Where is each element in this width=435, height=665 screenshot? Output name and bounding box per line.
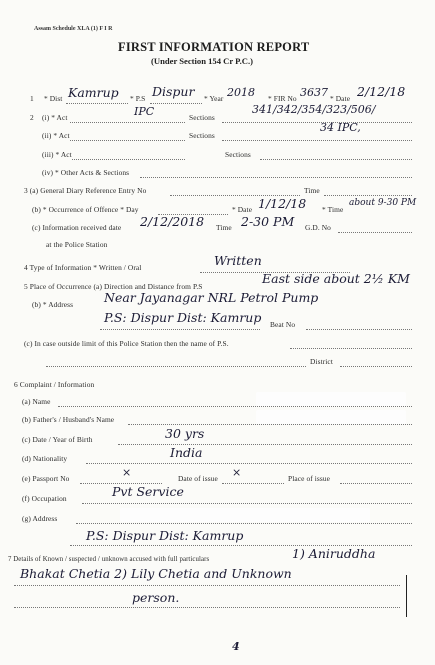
- info-received-label: (c) Information received date: [32, 223, 122, 232]
- other-acts-label: (iv) * Other Acts & Sections: [42, 168, 130, 177]
- gd-reference-label: 3 (a) General Diary Reference Entry No: [24, 186, 147, 195]
- place-of-occurrence-label: 5 Place of Occurrence (a) Direction and Distance from P.S: [24, 282, 203, 291]
- act-iii-label: (iii) * Act: [42, 150, 72, 159]
- act-i-label: (i) * Act: [42, 113, 68, 122]
- act-i-value: IPC: [134, 105, 155, 118]
- fir-no-value: 3637: [300, 86, 328, 99]
- item-1-label: 1: [30, 94, 34, 103]
- accused-line-3: person.: [132, 590, 180, 605]
- info-time-label: Time: [216, 223, 232, 232]
- occupation-label: (f) Occupation: [22, 494, 67, 503]
- year-label: * Year: [204, 94, 224, 103]
- sections-2-label: Sections: [189, 131, 215, 140]
- complaint-info-label: 6 Complaint / Information: [14, 380, 95, 389]
- dist-value: Kamrup: [68, 85, 119, 100]
- accused-line-2: Bhakat Chetia 2) Lily Chetia and Unknown: [20, 566, 292, 581]
- beat-no-label: Beat No: [270, 320, 296, 329]
- address-line-2: P.S: Dispur Dist: Kamrup: [104, 310, 262, 325]
- type-of-info-value: Written: [214, 253, 262, 268]
- type-of-info-label: 4 Type of Information * Written / Oral: [24, 263, 142, 272]
- direction-distance-value: East side about 2½ KM: [262, 271, 410, 286]
- sections-1-value: 341/342/354/323/506/: [252, 103, 376, 116]
- occurrence-date-value: 1/12/18: [258, 196, 307, 211]
- date-of-issue-label: Date of issue: [178, 474, 218, 483]
- year-value: 2018: [227, 86, 255, 99]
- item-2-label: 2: [30, 113, 34, 122]
- nationality-value: India: [170, 445, 203, 460]
- gd-time-label: Time: [304, 186, 320, 195]
- occupation-value: Pvt Service: [112, 484, 184, 499]
- accused-details-label: 7 Details of Known / suspected / unknown accused with full particulars: [8, 556, 210, 563]
- occurrence-time-value: about 9-30 PM: [349, 198, 417, 208]
- accused-line-1: 1) Aniruddha: [292, 546, 376, 561]
- dob-label: (c) Date / Year of Birth: [22, 435, 93, 444]
- place-of-issue-label: Place of issue: [288, 474, 331, 483]
- date-value: 2/12/18: [357, 84, 406, 99]
- passport-label: (e) Passport No: [22, 474, 70, 483]
- gd-no-label: G.D. No: [305, 223, 331, 232]
- outside-limit-label: (c) In case outside limit of this Police Station then the name of P.S.: [24, 339, 229, 348]
- ps-value: Dispur: [152, 84, 195, 99]
- margin-pen-line: [406, 575, 407, 617]
- address-line-1: Near Jayanagar NRL Petrol Pump: [104, 290, 319, 305]
- ps-label: * P.S: [130, 94, 146, 103]
- info-time-value: 2-30 PM: [241, 214, 295, 229]
- district-label: District: [310, 357, 333, 366]
- passport-value: ×: [122, 466, 132, 479]
- sections-2-value: 34 IPC,: [320, 121, 361, 134]
- act-ii-label: (ii) * Act: [42, 131, 70, 140]
- page-mark: 4: [232, 640, 240, 653]
- complainant-name-label: (a) Name: [22, 397, 51, 406]
- complainant-address-value: P.S: Dispur Dist: Kamrup: [86, 528, 244, 543]
- at-police-station-label: at the Police Station: [46, 240, 108, 249]
- info-received-date: 2/12/2018: [140, 214, 205, 229]
- nationality-label: (d) Nationality: [22, 454, 68, 463]
- address-label: (b) * Address: [32, 300, 74, 309]
- sections-1-label: Sections: [189, 113, 215, 122]
- date-label: * Date: [330, 94, 351, 103]
- dist-label: * Dist: [44, 94, 63, 103]
- complainant-address-label: (g) Address: [22, 514, 58, 523]
- occurrence-time-label: * Time: [322, 205, 344, 214]
- page-title: FIRST INFORMATION REPORT: [118, 40, 310, 54]
- schedule-reference: Assam Schedule XLA (1) F I R: [34, 26, 113, 32]
- dob-value: 30 yrs: [165, 426, 205, 441]
- sections-3-label: Sections: [225, 150, 251, 159]
- occurrence-label: (b) * Occurrence of Offence * Day: [32, 205, 139, 214]
- father-name-label: (b) Father's / Husband's Name: [22, 415, 115, 424]
- fir-no-label: * FIR No: [268, 94, 297, 103]
- date-of-issue-value: ×: [232, 466, 242, 479]
- occurrence-date-label: * Date: [232, 205, 253, 214]
- page-subtitle: (Under Section 154 Cr P.C.): [151, 56, 254, 66]
